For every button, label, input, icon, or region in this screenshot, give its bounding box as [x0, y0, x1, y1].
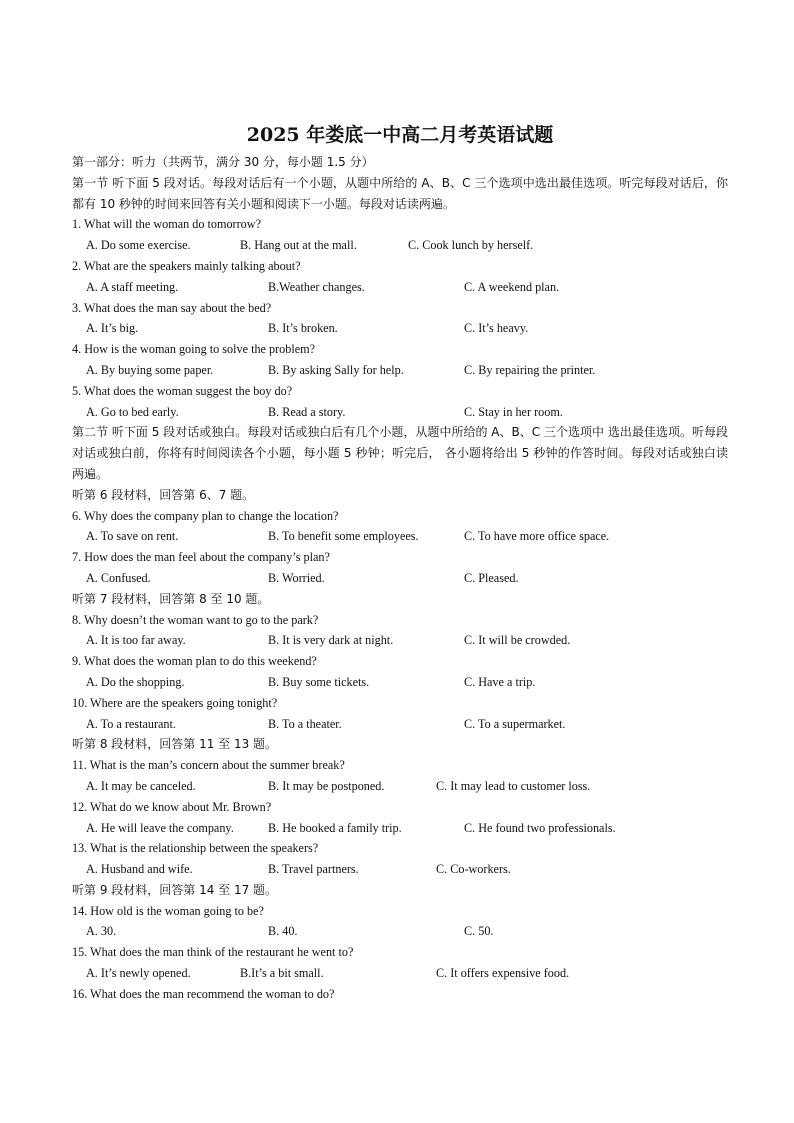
option-b: B. Buy some tickets.	[268, 674, 370, 689]
question-text: 5. What does the woman suggest the boy do?	[72, 383, 293, 398]
exam-page	[72, 122, 728, 1005]
option-c: C. Have a trip.	[464, 674, 536, 689]
option-row	[72, 402, 728, 423]
option-b: B. It is very dark at night.	[268, 633, 394, 648]
option-row	[72, 672, 728, 693]
option-b: B.Weather changes.	[268, 279, 365, 294]
option-a: A. Do some exercise.	[86, 238, 191, 253]
option-a: A. Husband and wife.	[86, 862, 193, 877]
option-a: A. It may be canceled.	[86, 778, 196, 793]
section-two-instructions: 第二节 听下面 5 段对话或独白。每段对话或独白后有几个小题，从题中所给的 A、B、C 三个选项中 选出最佳选项。听每段对话或独白前，你将有时间阅读各个小题，每小题 5 秒钟；听完后， 各小题将给出 5 秒钟的作答时间。每段对话或独白读两遍。	[72, 425, 728, 481]
material-heading: 听第 7 段材料，回答第 8 至 10 题。	[72, 591, 270, 606]
option-row	[72, 921, 728, 942]
option-row	[72, 859, 728, 880]
option-c: C. A weekend plan.	[464, 279, 560, 294]
section-one-instructions: 第一节 听下面 5 段对话。每段对话后有一个小题，从题中所给的 A、B、C 三个选项中选出最佳选项。听完每段对话后，你都有 10 秒钟的时间来回答有关小题和阅读下一小题。每段对话读两遍。	[72, 175, 728, 211]
question-text: 3. What does the man say about the bed?	[72, 300, 272, 315]
option-row	[72, 277, 728, 298]
material-heading: 听第 6 段材料，回答第 6、7 题。	[72, 487, 255, 502]
option-c: C. Pleased.	[464, 570, 519, 585]
option-b: B. It may be postponed.	[268, 778, 385, 793]
option-row	[72, 360, 728, 381]
question-text: 7. How does the man feel about the company’s plan?	[72, 550, 330, 565]
option-c: C. It may lead to customer loss.	[436, 778, 591, 793]
option-c: C. He found two professionals.	[464, 820, 616, 835]
option-c: C. Stay in her room.	[464, 404, 563, 419]
option-b: B. By asking Sally for help.	[268, 362, 404, 377]
option-b: B. 40.	[268, 924, 298, 939]
question-text: 15. What does the man think of the restaurant he went to?	[72, 945, 354, 960]
option-a: A. 30.	[86, 924, 117, 939]
option-b: B. Worried.	[268, 570, 325, 585]
question-text: 11. What is the man’s concern about the summer break?	[72, 758, 345, 773]
option-a: A. It is too far away.	[86, 633, 186, 648]
question-text: 1. What will the woman do tomorrow?	[72, 217, 261, 232]
question-text: 10. Where are the speakers going tonight?	[72, 695, 278, 710]
material-heading: 听第 9 段材料，回答第 14 至 17 题。	[72, 882, 278, 897]
part-one-header: 第一部分：听力（共两节，满分 30 分，每小题 1.5 分）	[72, 155, 374, 169]
question-list	[72, 214, 728, 1004]
option-b: B. To benefit some employees.	[268, 529, 419, 544]
option-c: C. To have more office space.	[464, 529, 610, 544]
option-row	[72, 714, 728, 735]
option-a: A. He will leave the company.	[86, 820, 234, 835]
option-row	[72, 963, 728, 984]
option-b: B. Travel partners.	[268, 862, 359, 877]
option-a: A. To a restaurant.	[86, 716, 176, 731]
option-row	[72, 235, 728, 256]
option-c: C. 50.	[464, 924, 494, 939]
option-row	[72, 568, 728, 589]
option-row	[72, 776, 728, 797]
option-a: A. Confused.	[86, 570, 151, 585]
option-a: A. Go to bed early.	[86, 404, 179, 419]
question-text: 6. Why does the company plan to change the location?	[72, 508, 339, 523]
option-a: A. A staff meeting.	[86, 279, 179, 294]
question-text: 16. What does the man recommend the woman to do?	[72, 986, 335, 1001]
option-b: B. It’s broken.	[268, 321, 338, 336]
option-b: B. Hang out at the mall.	[240, 238, 357, 253]
option-b: B. To a theater.	[268, 716, 342, 731]
option-a: A. Do the shopping.	[86, 674, 185, 689]
option-c: C. Cook lunch by herself.	[408, 238, 534, 253]
option-c: C. By repairing the printer.	[464, 362, 596, 377]
option-c: C. It’s heavy.	[464, 321, 529, 336]
option-row	[72, 818, 728, 839]
option-c: C. It offers expensive food.	[436, 966, 570, 981]
question-text: 8. Why doesn’t the woman want to go to the park?	[72, 612, 319, 627]
option-c: C. Co-workers.	[436, 862, 511, 877]
question-text: 14. How old is the woman going to be?	[72, 903, 264, 918]
option-b: B.It’s a bit small.	[240, 966, 324, 981]
option-b: B. He booked a family trip.	[268, 820, 402, 835]
question-text: 9. What does the woman plan to do this weekend?	[72, 654, 317, 669]
option-row	[72, 630, 728, 651]
question-text: 2. What are the speakers mainly talking about?	[72, 258, 301, 273]
option-c: C. It will be crowded.	[464, 633, 571, 648]
material-heading: 听第 8 段材料，回答第 11 至 13 题。	[72, 737, 278, 752]
option-row	[72, 526, 728, 547]
option-b: B. Read a story.	[268, 404, 346, 419]
option-row	[72, 318, 728, 339]
option-a: A. To save on rent.	[86, 529, 179, 544]
option-c: C. To a supermarket.	[464, 716, 566, 731]
question-text: 13. What is the relationship between the speakers?	[72, 841, 319, 856]
question-text: 4. How is the woman going to solve the problem?	[72, 342, 316, 357]
page-title: 2025 年娄底一中高二月考英语试题	[246, 124, 554, 146]
question-text: 12. What do we know about Mr. Brown?	[72, 799, 272, 814]
option-a: A. By buying some paper.	[86, 362, 214, 377]
option-a: A. It’s big.	[86, 321, 139, 336]
option-a: A. It’s newly opened.	[86, 966, 191, 981]
